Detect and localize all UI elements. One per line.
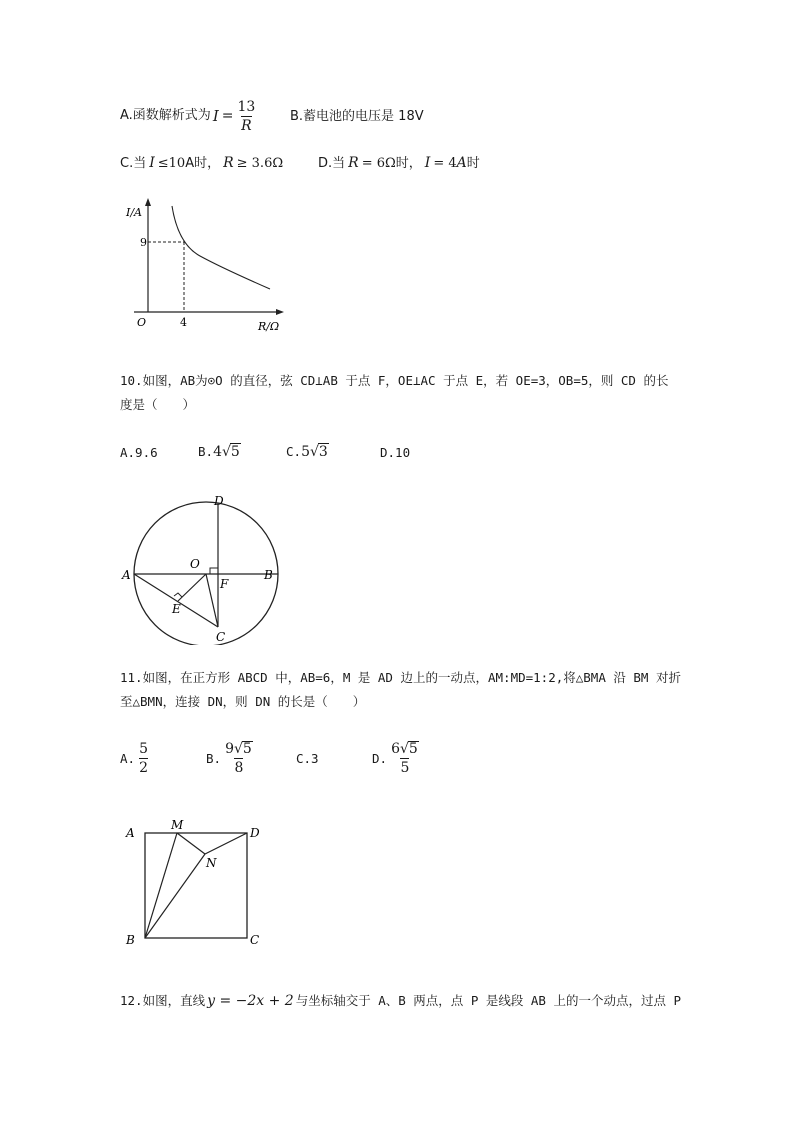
segment-dn — [205, 833, 247, 854]
q12-stem-suffix: 与坐标轴交于 A、B 两点，点 P 是线段 AB 上的一个动点，过点 P — [295, 993, 682, 1008]
q9-option-a-num: 13 — [237, 98, 256, 115]
label-n: N — [206, 856, 217, 870]
q11-option-d-den: 5 — [400, 760, 410, 776]
q10-option-b-coef: 4 — [213, 444, 222, 460]
q9-option-a-prefix: A.函数解析式为 — [120, 108, 211, 123]
q9-option-c-var: I — [149, 155, 155, 171]
q11-option-d-coef: 6 — [391, 741, 400, 757]
segment-bm — [145, 833, 177, 938]
q9-option-a-eq: = — [221, 108, 234, 124]
square-abcd — [145, 833, 247, 938]
segment-oe — [178, 574, 206, 601]
segment-mn — [177, 833, 205, 854]
q11-option-a-den: 2 — [139, 759, 148, 776]
q11-option-b-fraction — [224, 741, 254, 775]
q11-option-a-fraction — [138, 742, 149, 775]
y-tick-label: 9 — [140, 236, 147, 249]
q10-option-c-prefix: C. — [286, 444, 302, 459]
q9-option-c-val: ≥ 3.6Ω — [236, 156, 284, 171]
x-axis-arrow — [276, 309, 284, 315]
q9-option-a-den: R — [241, 117, 252, 134]
q10-option-b: B.4√5 — [198, 444, 240, 460]
q9-option-b: B.蓄电池的电压是 18V — [290, 109, 424, 124]
inverse-function-graph — [120, 196, 290, 336]
segment-bn — [145, 854, 205, 938]
q10-option-b-radicand: 5 — [230, 444, 240, 460]
q11-option-b-den: 8 — [234, 760, 244, 776]
label-a: A — [122, 568, 131, 582]
q11-option-a-num: 5 — [139, 740, 148, 757]
q11-option-b — [206, 738, 254, 778]
q9-option-d-prefix: D.当 — [318, 156, 346, 171]
q12-stem — [120, 991, 681, 1009]
y-axis-label: I/A — [126, 206, 142, 219]
q11-option-b-radicand: 5 — [242, 741, 252, 757]
q9-option-a-fraction — [236, 100, 256, 133]
origin-label: O — [137, 316, 147, 329]
q11-option-a — [120, 738, 149, 778]
label-c: C — [216, 630, 226, 644]
label-c: C — [250, 933, 260, 947]
q10-option-c: C.5√3 — [286, 444, 328, 460]
x-axis-label: R/Ω — [258, 320, 280, 333]
q9-option-d-var: R — [348, 155, 359, 171]
q9-option-c-cond: ≤10 — [157, 156, 186, 171]
q11-option-d-prefix: D. — [372, 750, 388, 766]
right-angle-mark-e — [174, 593, 182, 597]
q11-option-a-prefix: A. — [120, 750, 136, 766]
q9-option-c-unit: A时， — [185, 156, 221, 171]
q12-equation: y = −2x + 2 — [207, 993, 294, 1009]
q11-option-d — [372, 738, 420, 778]
x-tick-label: 4 — [180, 316, 187, 329]
q11-stem-line1: 11.如图，在正方形 ABCD 中，AB=6，M 是 AD 边上的一动点，AM:MD=1:2,将△BMA 沿 BM 对折 — [120, 670, 681, 685]
label-b: B — [264, 568, 273, 582]
y-axis-arrow — [145, 198, 151, 206]
label-f: F — [220, 577, 229, 591]
label-e: E — [172, 602, 181, 616]
q9-option-d-suffix: 时 — [466, 156, 480, 171]
chord-ac — [134, 574, 218, 627]
q9-option-a — [120, 96, 256, 136]
q10-stem-line1: 10.如图，AB为⊙O 的直径，弦 CD⊥AB 于点 F，OE⊥AC 于点 E，若 OE=3，OB=5，则 CD 的长 — [120, 373, 669, 388]
label-d: D — [250, 826, 260, 840]
q9-option-d-val: = 6Ω时， — [361, 156, 422, 171]
q9-option-d-var2: I — [424, 155, 431, 171]
q12-stem-prefix: 12.如图，直线 — [120, 993, 206, 1008]
q9-option-d-unit: A — [456, 155, 467, 171]
square-figure — [120, 815, 270, 950]
q11-stem-line2: 至△BMN，连接 DN，则 DN 的长是（ ） — [120, 694, 366, 709]
q10-option-c-radicand: 3 — [318, 444, 328, 460]
q9-option-d-val2: = 4 — [433, 156, 457, 171]
q11-option-b-num: 9√5 — [225, 741, 252, 757]
q10-option-d: D.10 — [380, 445, 411, 460]
q10-option-b-prefix: B. — [198, 444, 214, 459]
q11-option-b-coef: 9 — [225, 741, 234, 757]
q9-option-c-prefix: C.当 — [120, 156, 147, 171]
q11-option-d-radicand: 5 — [408, 741, 418, 757]
q11-option-c: C.3 — [296, 751, 319, 766]
q9-option-d — [318, 154, 480, 173]
q11-option-b-prefix: B. — [206, 750, 222, 766]
hyperbola-curve — [172, 206, 270, 289]
segment-oc — [206, 574, 218, 627]
q9-option-c-var2: R — [223, 155, 234, 171]
circle-figure — [120, 495, 290, 645]
q10-stem-line2: 度是（ ） — [120, 397, 196, 412]
label-d: D — [214, 495, 224, 508]
right-angle-mark-f — [210, 568, 218, 574]
q9-option-a-var: I — [212, 107, 219, 125]
q11-option-d-num: 6√5 — [391, 741, 418, 757]
label-m: M — [171, 818, 184, 832]
q10-option-c-coef: 5 — [301, 444, 310, 460]
label-a: A — [126, 826, 135, 840]
label-o: O — [190, 557, 200, 571]
q10-option-a: A.9.6 — [120, 445, 158, 460]
q11-option-d-fraction — [390, 741, 420, 775]
q9-option-c — [120, 154, 283, 173]
label-b: B — [126, 933, 135, 947]
